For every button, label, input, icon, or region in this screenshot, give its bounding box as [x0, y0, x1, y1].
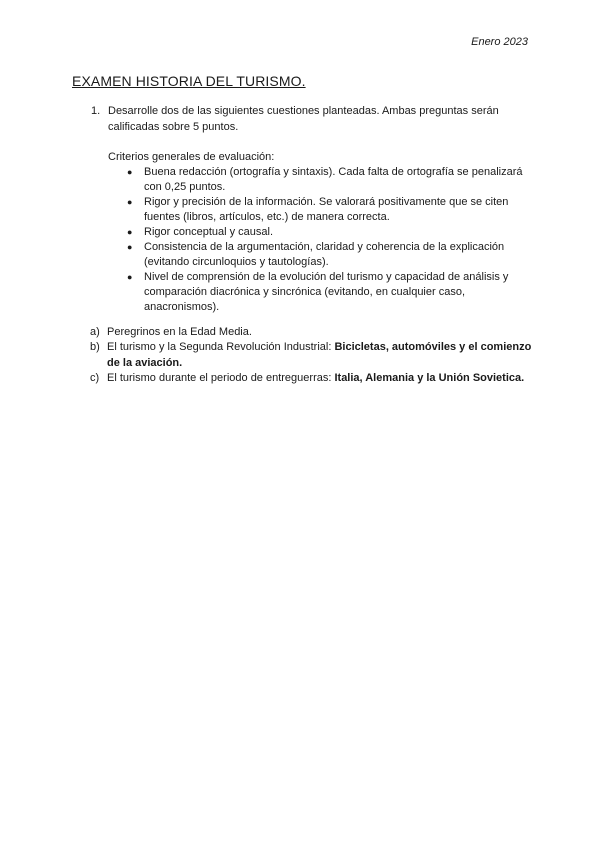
- criteria-list: [108, 165, 533, 315]
- topic-item-c: [72, 371, 532, 386]
- criteria-heading: Criterios generales de evaluación:: [108, 151, 275, 163]
- exam-date: Enero 2023: [471, 36, 528, 48]
- bullet-icon: ●: [127, 272, 133, 282]
- criteria-item-text: Buena redacción (ortografía y sintaxis). Cada falta de ortografía se penalizará con 0,25 puntos.: [144, 166, 523, 193]
- criteria-item: [108, 270, 533, 315]
- bullet-icon: ●: [127, 227, 133, 237]
- criteria-item-text: Rigor y precisión de la información. Se valorará positivamente que se citen fuentes (libros, artículos, etc.) de manera correcta.: [144, 196, 509, 223]
- criteria-item: [108, 240, 533, 270]
- topic-text: El turismo y la Segunda Revolución Industrial:: [107, 341, 335, 354]
- question-text: Desarrolle dos de las siguientes cuestiones planteadas. Ambas preguntas serán calificadas sobre 5 puntos.: [108, 105, 499, 133]
- topic-marker: b): [90, 341, 100, 354]
- bullet-icon: ●: [127, 242, 133, 252]
- criteria-item-text: Consistencia de la argumentación, claridad y coherencia de la explicación (evitando circunloquios y tautologías).: [144, 241, 505, 268]
- criteria-item: [108, 165, 533, 195]
- topic-bold-text: Bicicletas, automóviles y el comienzo de la aviación.: [107, 341, 532, 369]
- criteria-item: [108, 225, 533, 240]
- question-1: [91, 104, 531, 135]
- topic-text: Peregrinos en la Edad Media.: [107, 326, 252, 338]
- bullet-icon: ●: [127, 167, 133, 177]
- criteria-item-text: Nivel de comprensión de la evolución del turismo y capacidad de análisis y comparación diacrónica y sincrónica (evitando, en cualquier caso, anacronismos).: [144, 271, 509, 313]
- exam-title: EXAMEN HISTORIA DEL TURISMO.: [72, 73, 306, 89]
- topic-marker: a): [90, 326, 100, 338]
- criteria-item-text: Rigor conceptual y causal.: [144, 226, 274, 238]
- criteria-item: [108, 195, 533, 225]
- topic-marker: c): [90, 371, 100, 384]
- topic-item-a: [72, 325, 532, 340]
- topic-bold-text: Italia, Alemania y la Unión Sovietica.: [334, 371, 525, 384]
- bullet-icon: ●: [127, 197, 133, 207]
- topic-item-b: [72, 340, 532, 371]
- question-number: 1.: [91, 105, 101, 117]
- topic-list: [72, 325, 532, 386]
- topic-text: El turismo durante el periodo de entreguerras:: [107, 371, 335, 384]
